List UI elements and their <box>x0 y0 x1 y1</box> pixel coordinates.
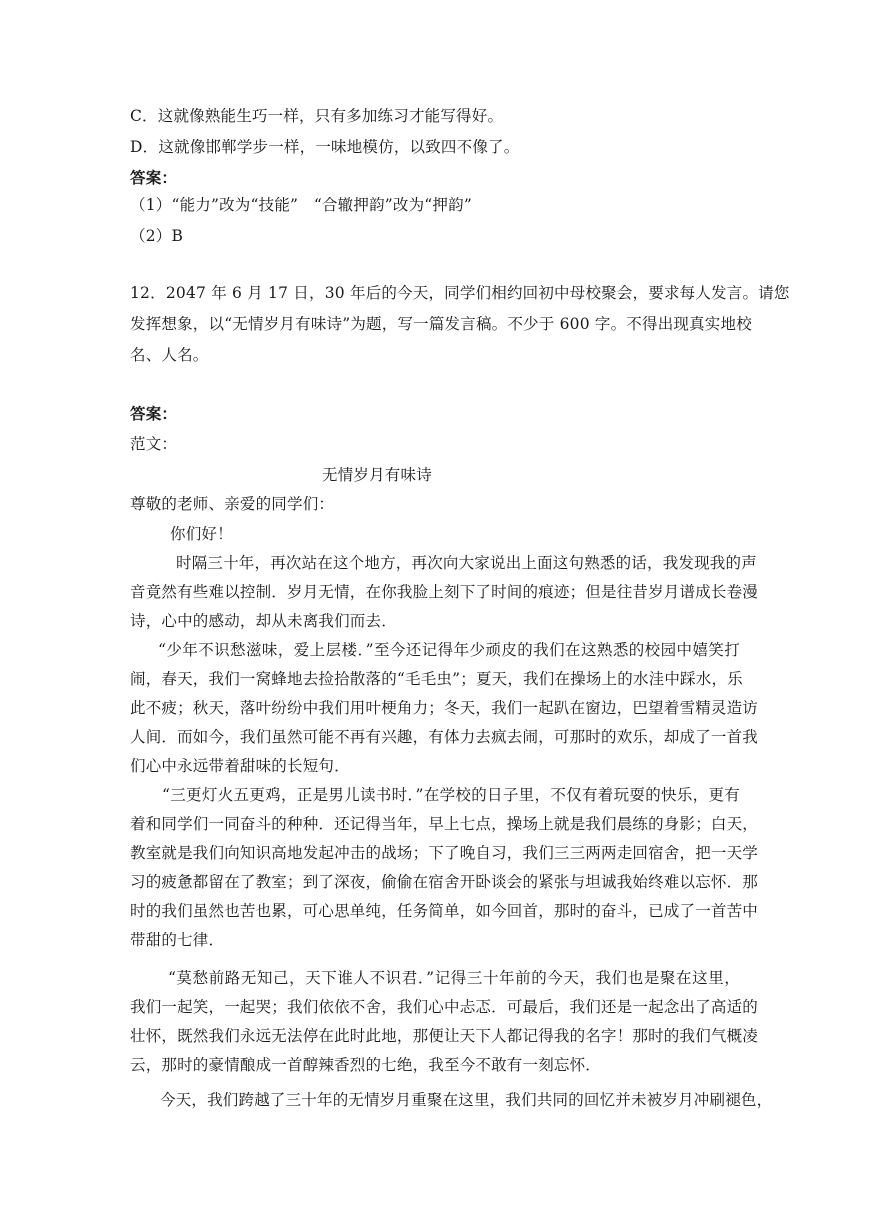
answer-label-2: 答案： <box>130 404 178 423</box>
essay-paragraph-line: 诗，心中的感动，却从未离我们而去． <box>130 612 397 630</box>
model-essay-label: 范文： <box>130 435 178 453</box>
option-d: D．这就像邯郸学步一样，一味地模仿，以致四不像了。 <box>130 138 520 156</box>
question-12-line-3: 名、人名。 <box>130 346 209 364</box>
answer-line-2: （2）B <box>130 227 184 245</box>
essay-greeting: 你们好！ <box>170 525 233 543</box>
essay-paragraph-line: 音竟然有些难以控制．岁月无情，在你我脸上刻下了时间的痕迹；但是往昔岁月谱成长卷漫 <box>130 583 759 601</box>
answer-line-1: （1）“能力”改为“技能” “合辙押韵”改为“押韵” <box>130 196 472 214</box>
essay-paragraph-line: 今天，我们跨越了三十年的无情岁月重聚在这里，我们共同的回忆并未被岁月冲刷褪色， <box>160 1091 773 1109</box>
essay-paragraph-line: 人间．而如今，我们虽然可能不再有兴趣，有体力去疯去闹，可那时的欢乐，却成了一首我 <box>130 728 759 746</box>
essay-paragraph-line: 着和同学们一同奋斗的种种．还记得当年，早上七点，操场上就是我们晨练的身影；白天， <box>130 815 759 833</box>
essay-paragraph-line: 此不疲；秋天，落叶纷纷中我们用叶梗角力；冬天，我们一起趴在窗边，巴望着雪精灵造访 <box>130 699 759 717</box>
essay-paragraph-line: 时的我们虽然也苦也累，可心思单纯，任务简单，如今回首，那时的奋斗，已成了一首苦中 <box>130 902 759 920</box>
essay-paragraph-line: “三更灯火五更鸡，正是男儿读书时．”在学校的日子里，不仅有着玩耍的快乐，更有 <box>162 786 740 804</box>
essay-paragraph-line: “莫愁前路无知己，天下谁人不识君．”记得三十年前的今天，我们也是聚在这里， <box>168 969 740 987</box>
essay-paragraph-line: 云，那时的豪情酿成一首醇辣香烈的七绝，我至今不敢有一刻忘怀． <box>130 1056 602 1074</box>
essay-paragraph-line: 教室就是我们向知识高地发起冲击的战场；下了晚自习，我们三三两两走回宿舍，把一天学 <box>130 844 759 862</box>
essay-paragraph-line: 习的疲惫都留在了教室；到了深夜，偷偷在宿舍开卧谈会的紧张与坦诚我始终难以忘怀．那 <box>130 873 759 891</box>
option-c: C．这就像熟能生巧一样，只有多加练习才能写得好。 <box>130 107 504 125</box>
question-12-line-1: 12．2047 年 6 月 17 日，30 年后的今天，同学们相约回初中母校聚会，要求每人发言。请您 <box>130 284 790 302</box>
essay-paragraph-line: 我们一起笑，一起哭；我们依依不舍，我们心中忐忑．可最后，我们还是一起念出了高适的 <box>130 998 759 1016</box>
question-12-line-2: 发挥想象，以“无情岁月有味诗”为题，写一篇发言稿。不少于 600 字。不得出现真实地校 <box>130 315 752 333</box>
essay-salutation: 尊敬的老师、亲爱的同学们： <box>130 495 335 513</box>
answer-label: 答案： <box>130 168 178 187</box>
essay-paragraph-line: 们心中永远带着甜味的长短句． <box>130 757 350 775</box>
essay-paragraph-line: 时隔三十年，再次站在这个地方，再次向大家说出上面这句熟悉的话，我发现我的声 <box>176 554 757 572</box>
essay-paragraph-line: 闹，春天，我们一窝蜂地去捡拾散落的“毛毛虫”；夏天，我们在操场上的水洼中踩水，乐 <box>130 670 743 688</box>
essay-paragraph-line: “少年不识愁滋味，爱上层楼．”至今还记得年少顽皮的我们在这熟悉的校园中嬉笑打 <box>158 641 740 659</box>
essay-title: 无情岁月有味诗 <box>322 466 432 484</box>
essay-paragraph-line: 带甜的七律． <box>130 931 225 949</box>
essay-paragraph-line: 壮怀，既然我们永远无法停在此时此地，那便让天下人都记得我的名字！那时的我们气概凌 <box>130 1027 759 1045</box>
